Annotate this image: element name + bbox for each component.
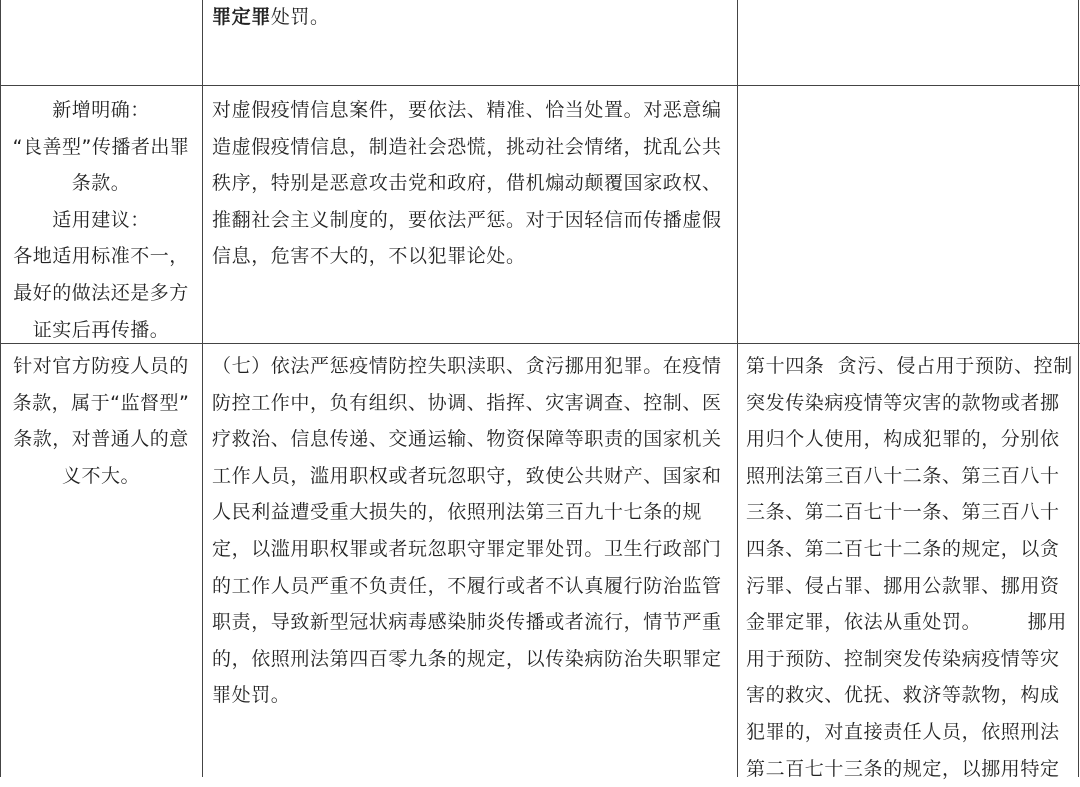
table-cell-line: 疗救治、信息传递、交通运输、物资保障等职责的国家机关 <box>212 428 722 451</box>
table-cell-line: 条款，属于“监督型” <box>12 391 190 414</box>
table-cell-line: 照刑法第三百八十二条、第三百八十 <box>746 464 1060 487</box>
table-cell-line: 针对官方防疫人员的 <box>13 355 189 377</box>
table-cell-line: 用归个人使用，构成犯罪的，分别依 <box>746 428 1060 451</box>
table-cell-row1-col2 <box>212 92 722 275</box>
table-cell-line: 秩序，特别是恶意攻击党和政府，借机煽动颠覆国家政权、 <box>212 172 722 195</box>
table-cell-line: 对虚假疫情信息案件，要依法、精准、恰当处置。对恶意编 <box>212 99 722 121</box>
table-cell-row0-col2 <box>212 0 330 36</box>
table-cell-row1-col1 <box>0 92 202 348</box>
table-cell-line: 第十四条 贪污、侵占用于预防、控制 <box>746 355 1073 377</box>
table-cell-line: 污罪、侵占罪、挪用公款罪、挪用资 <box>746 574 1060 597</box>
table-cell-line: 造虚假疫情信息，制造社会恐慌，挑动社会情绪，扰乱公共 <box>212 135 722 158</box>
table-column-divider-2 <box>737 0 738 777</box>
table-cell-line: （七）依法严惩疫情防控失职渎职、贪污挪用犯罪。在疫情 <box>212 355 722 377</box>
table-border-right <box>1078 0 1079 777</box>
table-cell-line: 罪处罚。 <box>212 684 291 707</box>
table-cell-line: 四条、第二百七十二条的规定，以贪 <box>746 537 1060 560</box>
table-cell-line: 新增明确： <box>52 99 150 121</box>
table-cell-line: 信息，危害不大的，不以犯罪论处。 <box>212 245 526 268</box>
table-cell-line: 害的救灾、优抚、救济等款物，构成 <box>746 684 1060 707</box>
table-row-divider-1 <box>0 85 1080 86</box>
table-cell-line: 适用建议： <box>52 208 150 231</box>
table-cell-line: 工作人员，滥用职权或者玩忽职守，致使公共财产、国家和 <box>212 464 722 487</box>
text: 处罚。 <box>270 6 330 28</box>
table-cell-line <box>212 0 330 36</box>
table-cell-line: 犯罪的，对直接责任人员，依照刑法 <box>746 720 1060 743</box>
table-cell-line: 用于预防、控制突发传染病疫情等灾 <box>746 647 1060 670</box>
table-cell-row2-col1 <box>0 348 202 494</box>
table-cell-row2-col2 <box>212 348 722 714</box>
table-cell-line: “良善型”传播者出罪 <box>12 135 190 158</box>
table-cell-line: 的工作人员严重不负责任，不履行或者不认真履行防治监管 <box>212 574 722 597</box>
bold-text: 罪定罪 <box>212 6 271 28</box>
table-cell-line: 条款。 <box>71 172 131 195</box>
table-cell-line: 的，依照刑法第四百零九条的规定，以传染病防治失职罪定 <box>212 647 722 670</box>
table-cell-line: 第二百七十三条的规定，以挪用特定 <box>746 757 1060 780</box>
table-cell-line: 金罪定罪，依法从重处罚。 挪用 <box>746 611 1067 634</box>
table-cell-line: 突发传染病疫情等灾害的款物或者挪 <box>746 391 1060 414</box>
table-column-divider-1 <box>202 0 203 777</box>
table-cell-line: 人民利益遭受重大损失的，依照刑法第三百九十七条的规 <box>212 501 703 524</box>
table-cell-line: 定，以滥用职权罪或者玩忽职守罪定罪处罚。卫生行政部门 <box>212 537 722 560</box>
table-cell-row2-col3 <box>746 348 1073 787</box>
table-cell-line: 证实后再传播。 <box>32 318 170 341</box>
table-cell-line: 推翻社会主义制度的，要依法严惩。对于因轻信而传播虚假 <box>212 208 722 231</box>
table-cell-line: 最好的做法还是多方 <box>13 281 189 304</box>
table-cell-line: 各地适用标准不一， <box>13 245 189 268</box>
table-cell-line: 防控工作中，负有组织、协调、指挥、灾害调查、控制、医 <box>212 391 722 414</box>
table-cell-line: 条款，对普通人的意 <box>13 428 189 451</box>
table-cell-line: 职责，导致新型冠状病毒感染肺炎传播或者流行，情节严重 <box>212 611 722 634</box>
table-cell-line: 义不大。 <box>61 464 140 487</box>
table-cell-line: 三条、第二百七十一条、第三百八十 <box>746 501 1060 524</box>
